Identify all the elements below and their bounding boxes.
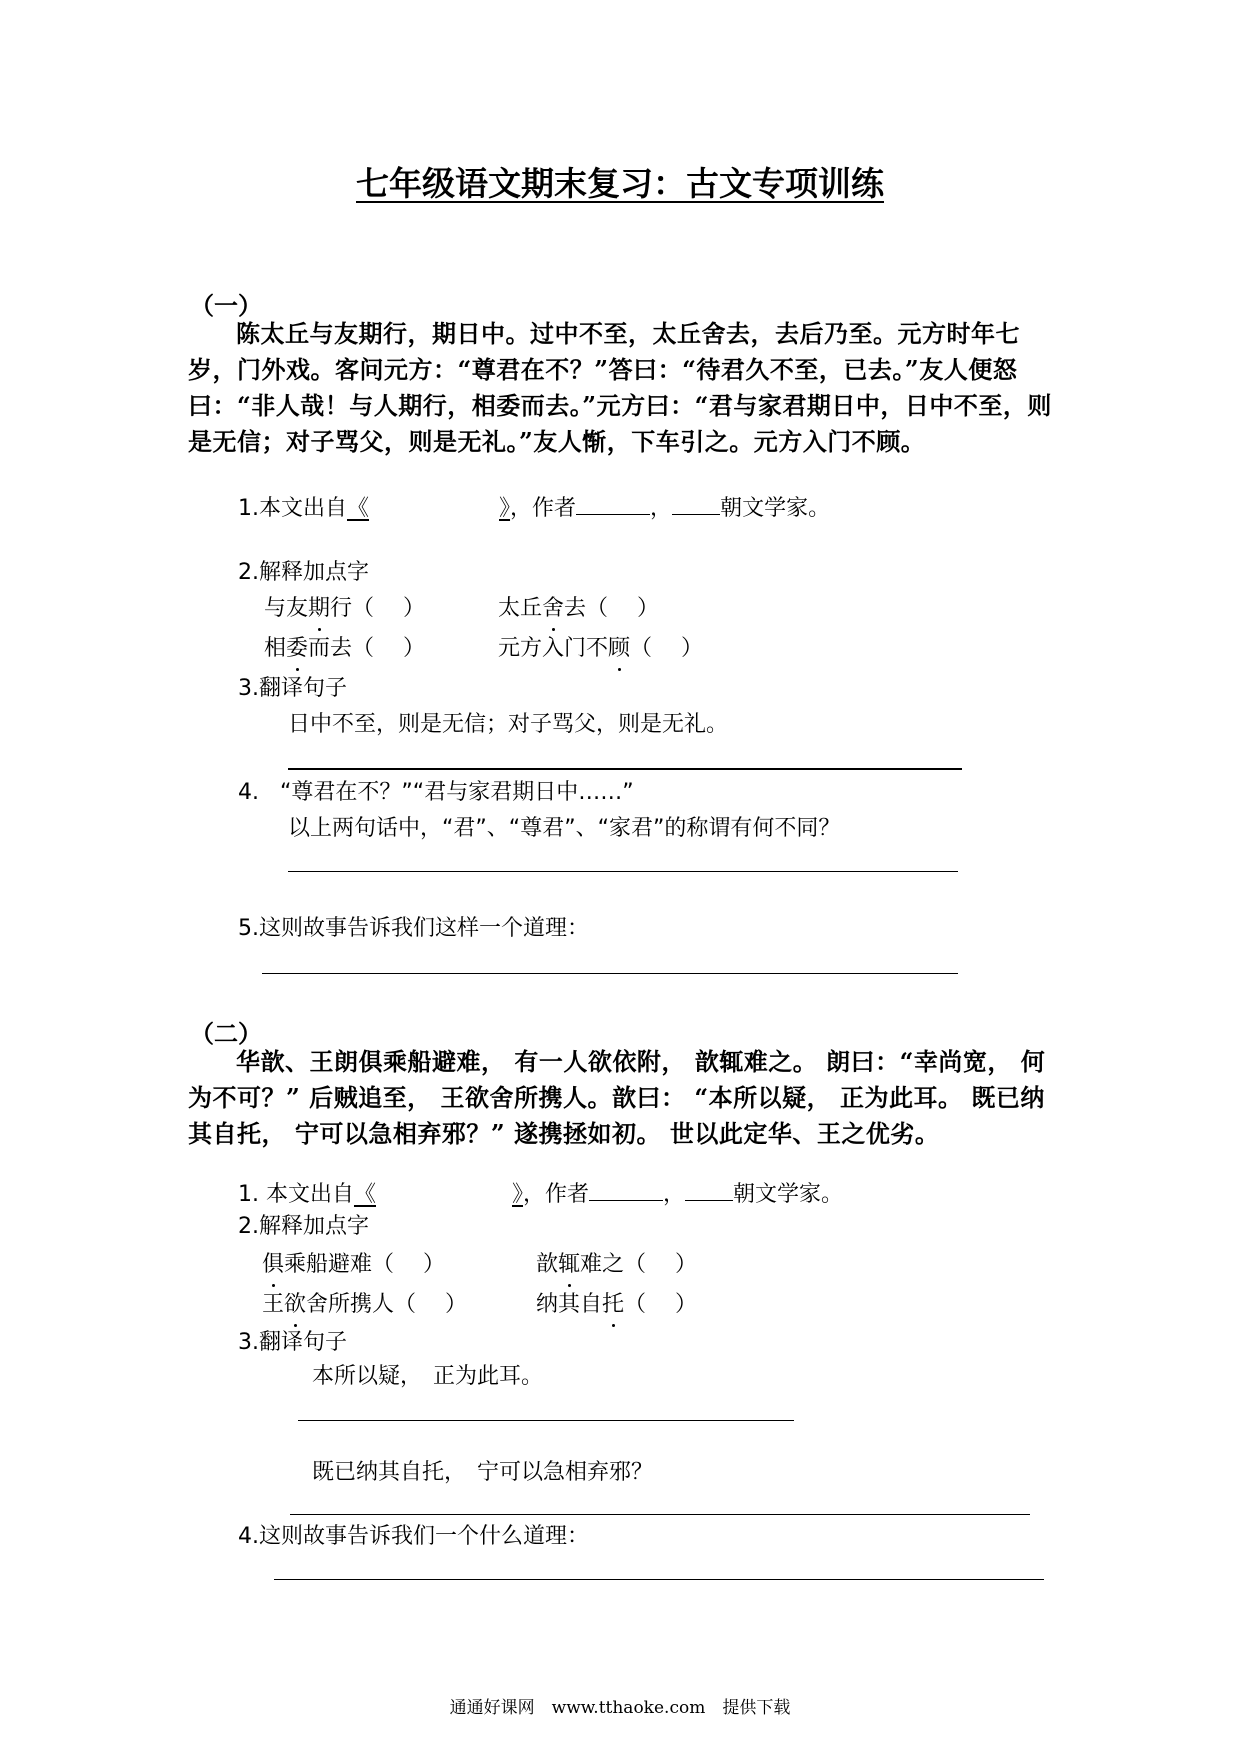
s2-q2-item-3[interactable]: 王欲舍所携人（ ） (262, 1290, 467, 1320)
s2-q2-item-2[interactable]: 歆辄难之（ ） (536, 1250, 697, 1280)
s1-question-4-label: 4. (238, 780, 259, 805)
s2-question-4-label: 4.这则故事告诉我们一个什么道理： (238, 1524, 589, 1549)
s2-book-blank[interactable]: 《 》 (353, 1182, 524, 1207)
s1-q3-sentence: 日中不至，则是无信；对子骂父，则是无礼。 (288, 712, 729, 737)
s2-question-2-label: 2.解释加点字 (238, 1214, 369, 1239)
section1-passage: 陈太丘与友期行，期日中。过中不至，太丘舍去，去后乃至。元方时年七岁，门外戏。客问元方：“尊君在不？”答曰：“待君久不至，已去。”友人便怒曰：“非人哉！与人期行，相委而去。”元方曰：“君与家君期日中，日中不至，则是无信；对子骂父，则是无礼。”友人惭，下车引之。元方入门不顾。 (188, 319, 1052, 456)
s2-author-blank[interactable] (589, 1178, 663, 1201)
page-title-row (0, 158, 1240, 205)
s1-q2-item-1[interactable]: 与友期行（ ） (264, 594, 425, 624)
s1-question-1: 1.本文出自《 》，作者 ， 朝文学家。 (238, 492, 830, 524)
s2-dynasty-blank[interactable] (685, 1178, 733, 1201)
s1-q5-answer-line[interactable] (262, 973, 958, 974)
s2-question-1: 1. 本文出自《 》，作者 ， 朝文学家。 (238, 1178, 843, 1210)
s1-q4-answer-line[interactable] (288, 871, 958, 872)
s2-q2-item-1[interactable]: 俱乘船避难（ ） (262, 1250, 445, 1280)
s1-question-2-label: 2.解释加点字 (238, 560, 369, 585)
page-footer: 通通好课网 www.tthaoke.com 提供下载 (449, 1698, 791, 1718)
s1-dynasty-blank[interactable] (672, 492, 720, 515)
s2-q3-answer-line-1[interactable] (298, 1420, 794, 1421)
s1-question-5-label: 5.这则故事告诉我们这样一个道理： (238, 916, 589, 941)
s1-author-blank[interactable] (576, 492, 650, 515)
s2-q3-sentence-1: 本所以疑， 正为此耳。 (312, 1364, 544, 1389)
s1-book-blank[interactable]: 《 》 (347, 496, 511, 521)
s2-q3-sentence-2: 既已纳其自托， 宁可以急相弃邪？ (312, 1460, 654, 1485)
s2-question-3-label: 3.翻译句子 (238, 1330, 347, 1355)
s2-q2-item-4[interactable]: 纳其自托（ ） (536, 1290, 697, 1320)
section1-label: （一） (190, 291, 262, 320)
s2-q4-answer-line[interactable] (274, 1579, 1044, 1580)
s1-q2-item-4[interactable]: 元方入门不顾（ ） (498, 634, 703, 664)
section2-label: （二） (190, 1019, 262, 1048)
s1-q2-item-3[interactable]: 相委而去（ ） (264, 634, 425, 664)
page-title: 七年级语文期末复习：古文专项训练 (356, 164, 884, 203)
s1-q3-answer-line[interactable] (288, 768, 962, 770)
section2-passage: 华歆、王朗俱乘船避难， 有一人欲依附， 歆辄难之。 朗曰：“幸尚宽， 何为不可？” 后贼追至， 王欲舍所携人。歆曰： “本所以疑， 正为此耳。 既已纳其自托， 宁可以急相弃邪？” 遂携拯如初。 世以此定华、王之优劣。 (188, 1047, 1046, 1148)
s1-q4-quote: “尊君在不？”“君与家君期日中……” (280, 780, 634, 805)
s1-q4-question: 以上两句话中，“君”、“尊君”、“家君”的称谓有何不同？ (288, 816, 841, 841)
s1-question-3-label: 3.翻译句子 (238, 676, 347, 701)
s2-q3-answer-line-2[interactable] (290, 1514, 1030, 1515)
s1-q2-item-2[interactable]: 太丘舍去（ ） (498, 594, 659, 624)
